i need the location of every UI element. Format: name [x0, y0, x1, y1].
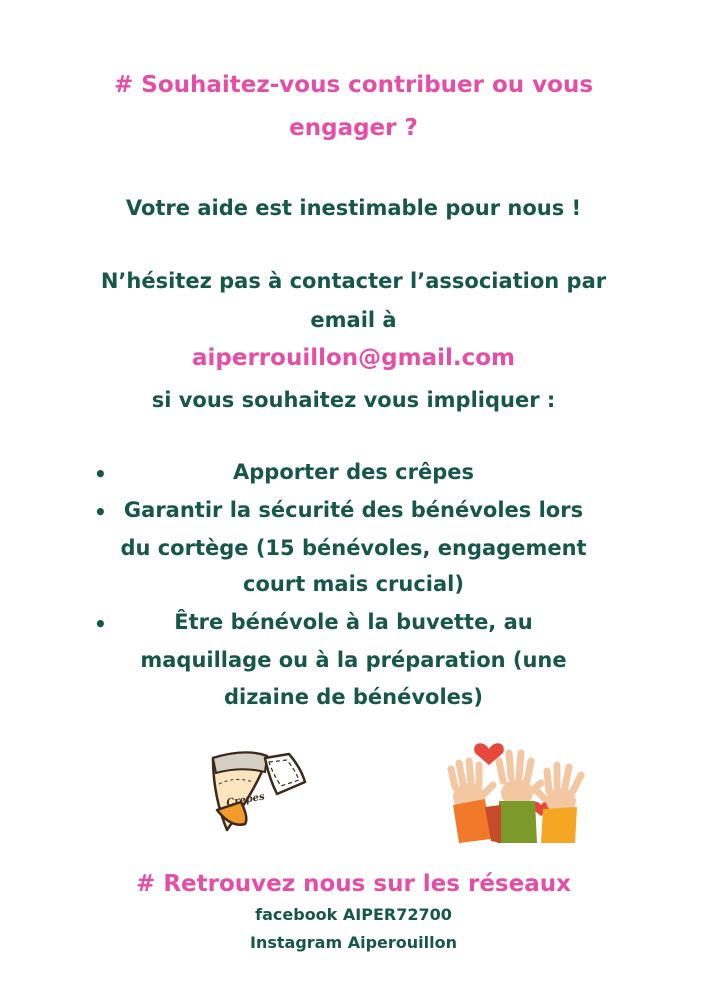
- list-item-2-line-2: du cortège (15 bénévoles, engagement: [120, 536, 587, 560]
- crepe-icon: [205, 748, 313, 834]
- contact-email-link[interactable]: aiperrouillon@gmail.com: [191, 345, 515, 371]
- list-bullet-3: •: [94, 612, 107, 636]
- list-bullet-2: •: [94, 500, 107, 524]
- page-title-line-2: engager ?: [289, 115, 418, 141]
- social-heading: # Retrouvez nous sur les réseaux: [136, 871, 571, 897]
- contact-line-3: si vous souhaitez vous impliquer :: [151, 388, 556, 412]
- page-title-line-1: # Souhaitez-vous contribuer ou vous: [113, 72, 594, 98]
- instagram-link[interactable]: Instagram Aiperouillon: [250, 933, 457, 952]
- list-item-1-line-1: Apporter des crêpes: [233, 460, 474, 484]
- contact-line-2: email à: [310, 308, 397, 332]
- list-item-3-line-3: dizaine de bénévoles): [223, 685, 484, 709]
- facebook-link[interactable]: facebook AIPER72700: [255, 905, 452, 924]
- crepe-label: Crepes: [225, 791, 266, 809]
- list-item-3-line-1: Être bénévole à la buvette, au: [174, 610, 533, 634]
- list-item-3-line-2: maquillage ou à la préparation (une: [140, 648, 567, 672]
- list-item-2-line-3: court mais crucial): [243, 572, 464, 596]
- contact-line-1: N’hésitez pas à contacter l’association par: [100, 269, 607, 293]
- list-item-2-line-1: Garantir la sécurité des bénévoles lors: [123, 498, 584, 522]
- tagline: Votre aide est inestimable pour nous !: [125, 196, 582, 220]
- raised-hands-hearts-icon: [445, 735, 590, 845]
- list-bullet-1: •: [94, 462, 107, 486]
